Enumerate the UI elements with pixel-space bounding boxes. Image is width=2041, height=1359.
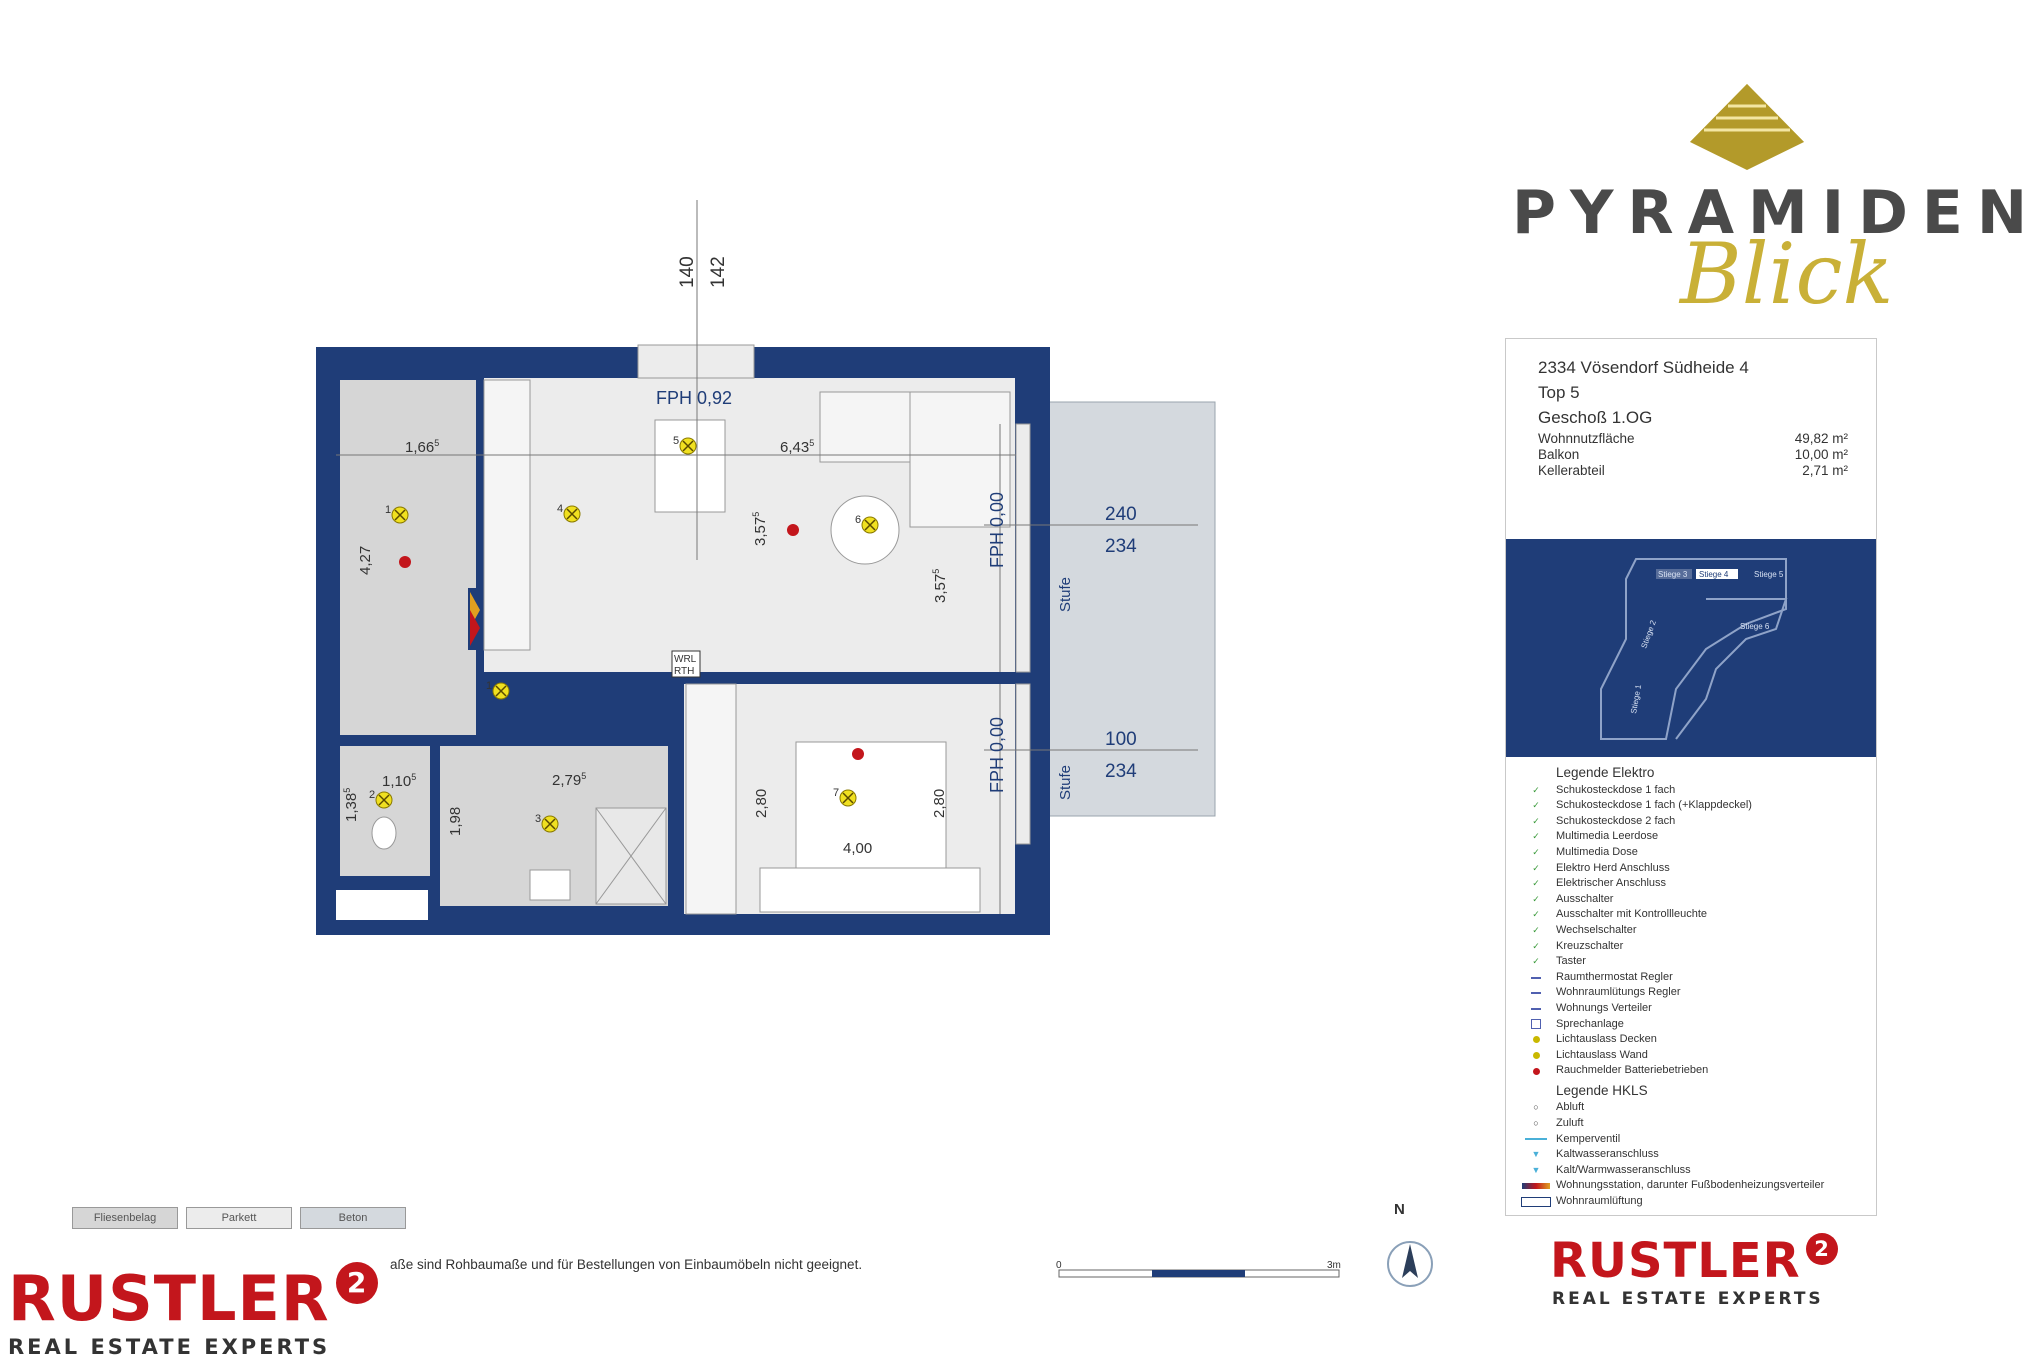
wall-zimmer-top — [682, 672, 1016, 682]
scale-end: 3m — [1327, 1260, 1341, 1271]
bed-frame — [760, 868, 980, 912]
legend-item — [1516, 1100, 1872, 1116]
scale-bar — [1055, 1256, 1345, 1286]
legend-label: Kreuzschalter — [1556, 939, 1624, 952]
wrl-label: WRL — [674, 654, 697, 665]
fph-right-1: FPH 0,00 — [987, 491, 1007, 568]
stufe-label-1: Stufe — [1057, 576, 1074, 612]
area-table — [1538, 431, 1848, 479]
zimmer-height-1: 2,80 — [753, 788, 770, 818]
legend-symbol-icon — [1516, 1052, 1556, 1059]
legend-label: Rauchmelder Batteriebetrieben — [1556, 1064, 1709, 1077]
legend-symbol-icon: ✓ — [1532, 784, 1540, 795]
material-fliesenbelag: Fliesenbelag — [72, 1207, 178, 1229]
wall-wc — [430, 744, 438, 904]
legend-symbol-icon: ✓ — [1532, 909, 1540, 920]
stufe-label-2: Stufe — [1057, 764, 1074, 800]
area-row — [1538, 431, 1848, 447]
area-label: Balkon — [1538, 447, 1580, 462]
washbasin — [530, 870, 570, 900]
dim-balcony-2b: 234 — [1105, 761, 1137, 782]
wall-vorraum — [476, 378, 484, 708]
legend-symbol-icon: ✓ — [1532, 846, 1540, 857]
legend-symbol-icon: ✓ — [1532, 815, 1540, 826]
siteplan-label: Stiege 6 — [1740, 622, 1770, 631]
legend-symbol-icon — [1516, 1036, 1556, 1043]
siteplan-label: Stiege 3 — [1658, 570, 1688, 579]
legend-item — [1516, 985, 1872, 1001]
legend-label: Lichtauslass Decken — [1556, 1033, 1657, 1046]
project-logo-word: PYRAMIDEN — [1512, 178, 2041, 248]
legend-symbol-icon — [1516, 977, 1556, 979]
site-plan — [1506, 539, 1876, 757]
legend-symbol-icon: ▼ — [1531, 1149, 1541, 1160]
smoke-detector-icon — [852, 748, 864, 760]
area-value: 2,71 m² — [1802, 463, 1848, 478]
light-number: 4 — [557, 503, 564, 515]
legend-label: Schukosteckdose 1 fach — [1556, 783, 1676, 796]
legend-item — [1516, 970, 1872, 986]
window-top — [638, 345, 754, 378]
legend-hkls-list — [1516, 1100, 1872, 1209]
wardrobe — [686, 684, 736, 914]
window-right-1 — [1016, 424, 1030, 672]
legend-symbol-icon: ○ — [1533, 1102, 1539, 1113]
wc-width: 1,10$^5$ — [382, 772, 417, 790]
rustler-wordmark: RUSTLER — [1550, 1233, 1801, 1289]
legend-symbol-icon: ✓ — [1532, 878, 1540, 889]
rth-label: RTH — [674, 666, 695, 677]
legend-symbol-icon: ✓ — [1532, 831, 1540, 842]
legend-item — [1516, 1163, 1872, 1179]
bad-width: 2,79$^5$ — [552, 771, 587, 789]
rustler-badge-icon: 2 — [336, 1262, 378, 1304]
north-arrow-icon — [1385, 1238, 1435, 1290]
legend-item — [1516, 1116, 1872, 1132]
material-beton: Beton — [300, 1207, 406, 1229]
smoke-detector-icon — [787, 524, 799, 536]
legend-label: Elektrischer Anschluss — [1556, 877, 1667, 890]
legend-item — [1516, 1147, 1872, 1163]
zimmer-height-2: 2,80 — [931, 788, 948, 818]
legend-item — [1516, 892, 1872, 908]
floor-line: Geschoß 1.OG — [1538, 408, 1653, 427]
area-value: 49,82 m² — [1794, 431, 1848, 446]
dim-balcony-2a: 100 — [1105, 729, 1137, 750]
legend-label: Raumthermostat Regler — [1556, 970, 1673, 983]
rustler-logo-right — [1550, 1233, 1838, 1309]
legend-symbol-icon — [1516, 1183, 1556, 1189]
pyramid-logo-icon — [1684, 82, 1810, 172]
siteplan-label: Stiege 4 — [1699, 570, 1729, 579]
dim-balcony-1b: 234 — [1105, 536, 1137, 557]
light-number: 1 — [486, 680, 493, 692]
legend-item — [1516, 954, 1872, 970]
dining-table — [655, 420, 725, 512]
storage-niche — [336, 890, 428, 920]
wall-horizontal — [336, 736, 670, 744]
legend-symbol-icon: ✓ — [1532, 940, 1540, 951]
legend-symbol-icon — [1516, 1019, 1556, 1029]
wohnen-width: 6,43$^5$ — [780, 438, 815, 456]
legend-symbol-icon: ✓ — [1532, 800, 1540, 811]
light-number: 2 — [369, 789, 376, 801]
dim-balcony-1a: 240 — [1105, 504, 1137, 525]
legend-item — [1516, 845, 1872, 861]
legend-symbol-icon: ✓ — [1532, 956, 1540, 967]
legend-item — [1516, 829, 1872, 845]
legend-label: Sprechanlage — [1556, 1017, 1624, 1030]
legend-symbol-icon — [1516, 1138, 1556, 1140]
legend-item — [1516, 1032, 1872, 1048]
area-row — [1538, 463, 1848, 479]
fph-right-2: FPH 0,00 — [987, 716, 1007, 793]
legend-symbol-icon — [1516, 1008, 1556, 1010]
legend-symbol-icon — [1516, 1197, 1556, 1207]
siteplan-label: Stiege 2 — [1639, 619, 1658, 650]
project-logo-script: Blick — [1680, 225, 1894, 323]
legend-item — [1516, 1063, 1872, 1079]
wall-bad-zimmer — [668, 672, 682, 934]
legend-hkls-title: Legende HKLS — [1556, 1082, 1648, 1098]
legend-label: Elektro Herd Anschluss — [1556, 861, 1670, 874]
address-line: 2334 Vösendorf Südheide 4 — [1538, 358, 1749, 377]
light-number: 7 — [833, 787, 840, 799]
legend-item — [1516, 1178, 1872, 1194]
legend-item — [1516, 814, 1872, 830]
siteplan-label: Stiege 5 — [1754, 570, 1784, 579]
legend-label: Ausschalter mit Kontrollleuchte — [1556, 908, 1708, 921]
info-panel — [1505, 338, 1877, 1216]
legend — [1516, 763, 1872, 1210]
legend-item — [1516, 1048, 1872, 1064]
vorraum-width: 1,66$^5$ — [405, 438, 440, 456]
light-number: 6 — [855, 514, 862, 526]
legend-label: Wohnraumlüftung — [1556, 1195, 1643, 1208]
legend-label: Multimedia Leerdose — [1556, 830, 1659, 843]
legend-label: Ausschalter — [1556, 892, 1614, 905]
footnote: aße sind Rohbaumaße und für Bestellungen von Einbaumöbeln nicht geeignet. — [390, 1257, 863, 1272]
material-legend — [72, 1207, 406, 1229]
wc-height: 1,38$^5$ — [342, 787, 360, 822]
legend-label: Kemperventil — [1556, 1132, 1621, 1145]
site-plan-map — [1506, 539, 1876, 757]
light-number: 3 — [535, 813, 542, 825]
scale-start: 0 — [1056, 1260, 1062, 1271]
legend-elektro-list — [1516, 783, 1872, 1079]
legend-label: Schukosteckdose 1 fach (+Klappdeckel) — [1556, 799, 1752, 812]
rustler-tagline: REAL ESTATE EXPERTS — [1552, 1289, 1824, 1309]
legend-label: Wohnraumlütungs Regler — [1556, 986, 1681, 999]
rustler-tagline: REAL ESTATE EXPERTS — [8, 1335, 331, 1359]
siteplan-label: Stiege 1 — [1629, 683, 1644, 715]
legend-label: Multimedia Dose — [1556, 845, 1638, 858]
area-label: Wohnnutzfläche — [1538, 431, 1635, 446]
light-number: 5 — [673, 435, 680, 447]
legend-label: Wohnungs Verteiler — [1556, 1001, 1652, 1014]
address-block — [1538, 355, 1749, 430]
area-label: Kellerabteil — [1538, 463, 1605, 478]
area-value: 10,00 m² — [1794, 447, 1848, 462]
dim-top-b: 142 — [708, 256, 729, 288]
legend-symbol-icon: ✓ — [1532, 862, 1540, 873]
legend-item — [1516, 1017, 1872, 1033]
legend-label: Schukosteckdose 2 fach — [1556, 814, 1676, 827]
legend-item — [1516, 923, 1872, 939]
legend-label: Abluft — [1556, 1101, 1585, 1114]
north-label: N — [1394, 1201, 1405, 1218]
legend-label: Kaltwasseranschluss — [1556, 1148, 1659, 1161]
legend-item — [1516, 939, 1872, 955]
legend-label: Wohnungsstation, darunter Fußbodenheizungsverteiler — [1556, 1179, 1825, 1192]
legend-item — [1516, 907, 1872, 923]
legend-item — [1516, 1132, 1872, 1148]
material-parkett: Parkett — [186, 1207, 292, 1229]
bad-height: 1,98 — [447, 806, 464, 836]
light-number: 1 — [385, 504, 392, 516]
dim-top-a: 140 — [677, 256, 698, 288]
legend-symbol-icon: ✓ — [1532, 893, 1540, 904]
legend-symbol-icon: ▼ — [1531, 1164, 1541, 1175]
legend-elektro-title: Legende Elektro — [1556, 765, 1655, 780]
legend-label: Taster — [1556, 955, 1586, 968]
toilet — [372, 817, 396, 849]
smoke-detector-icon — [399, 556, 411, 568]
area-row — [1538, 447, 1848, 463]
kitchen-counter — [484, 380, 530, 650]
legend-label: Zuluft — [1556, 1117, 1584, 1130]
wohnen-height-1: 3,57$^5$ — [751, 511, 769, 546]
rustler-badge-icon: 2 — [1806, 1233, 1838, 1265]
window-right-2 — [1016, 684, 1030, 844]
legend-item — [1516, 876, 1872, 892]
fph-top: FPH 0,92 — [656, 388, 733, 408]
legend-label: Wechselschalter — [1556, 923, 1637, 936]
legend-label: Lichtauslass Wand — [1556, 1048, 1648, 1061]
vorraum-height: 4,27 — [357, 545, 374, 575]
legend-item — [1516, 1194, 1872, 1210]
legend-item — [1516, 1001, 1872, 1017]
legend-item — [1516, 783, 1872, 799]
rustler-logo-left — [8, 1262, 378, 1359]
legend-item — [1516, 861, 1872, 877]
legend-symbol-icon — [1516, 992, 1556, 994]
rustler-wordmark: RUSTLER — [8, 1262, 330, 1335]
wohnen-height-2: 3,57$^5$ — [931, 568, 949, 603]
zimmer-width: 4,00 — [843, 840, 873, 857]
legend-symbol-icon — [1516, 1068, 1556, 1075]
unit-line: Top 5 — [1538, 383, 1580, 402]
legend-label: Kalt/Warmwasseranschluss — [1556, 1163, 1691, 1176]
legend-symbol-icon: ✓ — [1532, 924, 1540, 935]
legend-item — [1516, 798, 1872, 814]
legend-symbol-icon: ○ — [1533, 1118, 1539, 1129]
